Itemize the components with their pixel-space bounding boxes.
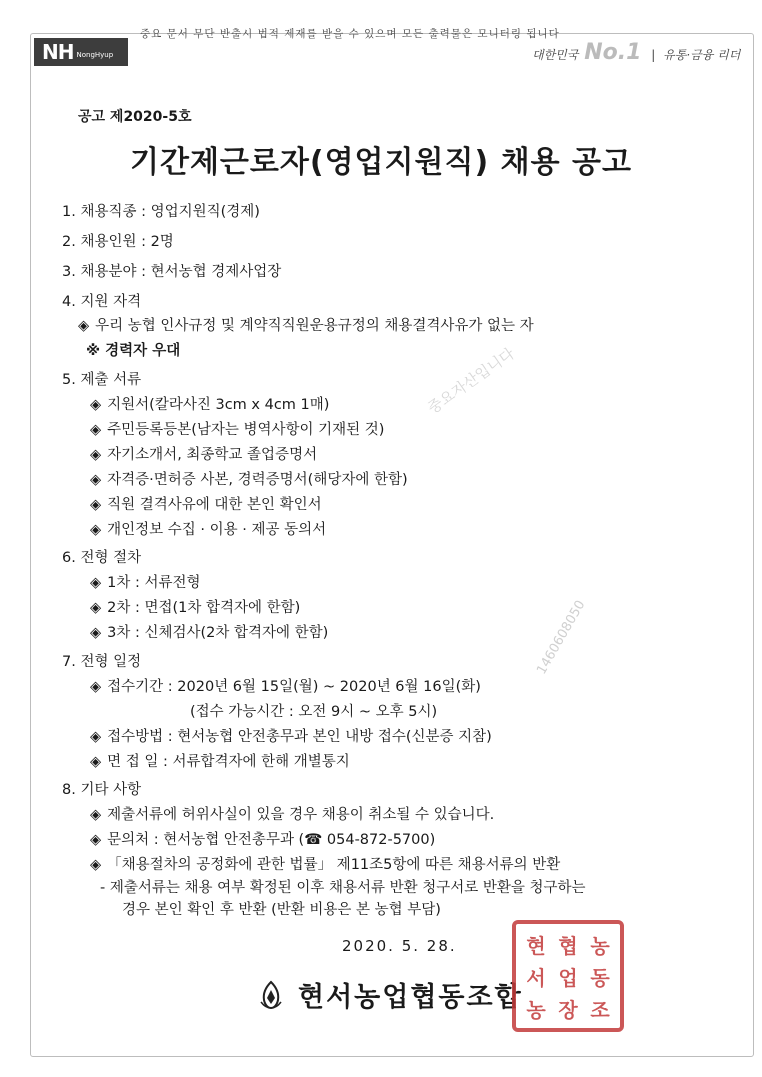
list-item (90, 830, 435, 850)
watermark-text: 중요자산입니다 (424, 344, 518, 418)
bullet-icon: ◈ (90, 472, 102, 488)
list-item (78, 316, 534, 336)
watermark-number: 1460608050 (534, 597, 589, 678)
section-documents-heading: 5. 제출 서류 (62, 372, 142, 388)
list-item-text: 개인정보 수집 · 이용 · 제공 동의서 (107, 522, 327, 538)
issue-date: 2020. 5. 28. (342, 937, 457, 955)
list-item (90, 752, 350, 772)
list-item-text: 접수기간 : 2020년 6월 15일(월) ~ 2020년 6월 16일(화) (107, 679, 481, 695)
list-item (90, 805, 494, 825)
confidential-warning: 중요 문서 무단 반출시 법적 제재를 받을 수 있으며 모든 출력물은 모니터링 됩니다 (140, 28, 560, 40)
seal-char: 조 (590, 997, 610, 1022)
list-item (90, 727, 492, 747)
organization-signature (258, 975, 523, 1014)
seal-char: 서 (526, 965, 546, 990)
seal-char: 장 (558, 997, 578, 1022)
list-item (90, 395, 329, 415)
list-item-text: 접수방법 : 현서농협 안전총무과 본인 내방 접수(신분증 지참) (107, 729, 492, 745)
list-item-text: 2차 : 면접(1차 합격자에 한함) (107, 600, 301, 616)
bullet-icon: ◈ (90, 600, 102, 616)
organization-name: 현서농업협동조합 (298, 982, 523, 1013)
official-seal (512, 920, 624, 1032)
list-item-text: 면 접 일 : 서류합격자에 한해 개별통지 (107, 754, 350, 770)
list-item (90, 855, 560, 875)
item-job-type: 1. 채용직종 : 영업지원직(경제) (62, 204, 260, 220)
document-title: 기간제근로자(영업지원직) 채용 공고 (129, 145, 632, 180)
bullet-icon: ◈ (90, 729, 102, 745)
bullet-icon: ◈ (90, 522, 102, 538)
slogan-separator: | (651, 48, 656, 62)
list-item-text: 제출서류에 허위사실이 있을 경우 채용이 취소될 수 있습니다. (107, 807, 495, 823)
nh-logo (34, 38, 128, 66)
list-item (90, 623, 328, 643)
bullet-icon: ◈ (90, 422, 102, 438)
list-item (90, 470, 408, 490)
list-item-text: 직원 결격사유에 대한 본인 확인서 (107, 497, 322, 513)
reception-hours: (접수 가능시간 : 오전 9시 ~ 오후 5시) (190, 704, 438, 720)
bullet-icon: ◈ (90, 857, 102, 873)
list-item (90, 598, 300, 618)
logo-text: NH (42, 40, 74, 64)
section-procedure-heading: 6. 전형 절차 (62, 550, 142, 566)
list-item (90, 573, 201, 593)
bullet-icon: ◈ (90, 447, 102, 463)
list-item-text: 자격증·면허증 사본, 경력증명서(해당자에 한함) (107, 472, 408, 488)
bullet-icon: ◈ (90, 397, 102, 413)
nh-emblem-icon (258, 980, 284, 1010)
logo-subtext: NongHyup (76, 51, 114, 59)
return-note-line1: - 제출서류는 채용 여부 확정된 이후 채용서류 반환 청구서로 반환을 청구하는 (100, 880, 586, 896)
list-item (90, 445, 317, 465)
seal-char: 현 (526, 933, 546, 958)
list-item (90, 520, 326, 540)
list-item (90, 677, 481, 697)
list-item-text: 「채용절차의 공정화에 관한 법률」 제11조5항에 따른 채용서류의 반환 (107, 857, 561, 873)
slogan (532, 40, 740, 65)
bullet-icon: ◈ (90, 625, 102, 641)
seal-char: 농 (526, 997, 546, 1022)
seal-char: 농 (590, 933, 610, 958)
list-item-text: 자기소개서, 최종학교 졸업증명서 (107, 447, 318, 463)
bullet-icon: ◈ (90, 575, 102, 591)
slogan-no1: No.1 (584, 40, 642, 65)
list-item-text: 1차 : 서류전형 (107, 575, 201, 591)
slogan-right: 유통·금융 리더 (663, 48, 741, 62)
notice-number: 공고 제2020-5호 (78, 109, 192, 125)
seal-char: 동 (590, 965, 610, 990)
bullet-icon: ◈ (90, 679, 102, 695)
seal-char: 업 (558, 965, 578, 990)
bullet-icon: ◈ (90, 754, 102, 770)
bullet-icon: ◈ (90, 807, 102, 823)
list-item (90, 420, 384, 440)
list-item-text: 3차 : 신체검사(2차 합격자에 한함) (107, 625, 329, 641)
bullet-icon: ◈ (78, 318, 90, 334)
preference-note: ※ 경력자 우대 (86, 343, 181, 359)
list-item-text: 주민등록등본(남자는 병역사항이 기재된 것) (107, 422, 385, 438)
section-qualification-heading: 4. 지원 자격 (62, 294, 142, 310)
list-item-text: 우리 농협 인사규정 및 계약직직원운용규정의 채용결격사유가 없는 자 (95, 318, 534, 334)
slogan-left: 대한민국 (532, 48, 579, 62)
seal-char: 협 (558, 933, 578, 958)
item-headcount: 2. 채용인원 : 2명 (62, 234, 174, 250)
section-other-heading: 8. 기타 사항 (62, 782, 142, 798)
list-item-text: 문의처 : 현서농협 안전총무과 (☎ 054-872-5700) (107, 832, 436, 848)
bullet-icon: ◈ (90, 832, 102, 848)
list-item-text: 지원서(칼라사진 3cm x 4cm 1매) (107, 397, 330, 413)
list-item (90, 495, 322, 515)
section-schedule-heading: 7. 전형 일정 (62, 654, 142, 670)
return-note-line2: 경우 본인 확인 후 반환 (반환 비용은 본 농협 부담) (122, 902, 441, 918)
item-field: 3. 채용분야 : 현서농협 경제사업장 (62, 264, 282, 280)
bullet-icon: ◈ (90, 497, 102, 513)
